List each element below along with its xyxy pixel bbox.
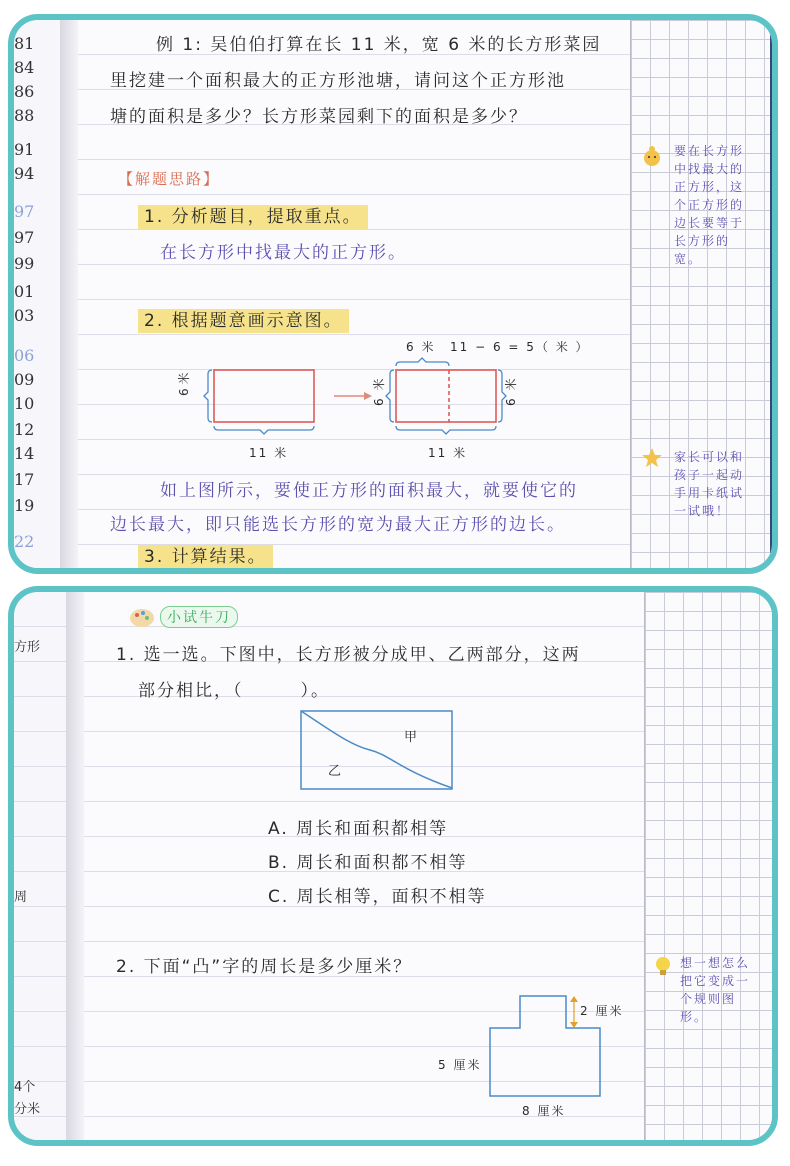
right-left-label: 6 米 <box>372 376 386 406</box>
split-rectangle <box>396 370 496 422</box>
book-gutter <box>66 592 84 1146</box>
page-number: 88 <box>14 106 35 125</box>
step3-heading: 3. 计算结果。 <box>138 545 273 569</box>
side-note-2: 家长可以和孩子一起动手用卡纸试一试哦！ <box>674 450 745 518</box>
page-number: 01 <box>14 282 35 301</box>
page-number: 17 <box>14 470 35 489</box>
problem-line-1: 例 1: 吴伯伯打算在长 11 米，宽 6 米的长方形菜园 <box>156 35 602 55</box>
palette-icon <box>128 606 158 630</box>
original-rectangle <box>214 370 314 422</box>
step2-heading: 2. 根据题意画示意图。 <box>138 309 349 333</box>
page-number: 14 <box>14 444 35 463</box>
star-mascot-icon <box>640 446 664 470</box>
step1-heading: 1. 分析题目，提取重点。 <box>138 205 368 229</box>
edge-text-bottom1: 4个 <box>14 1080 36 1095</box>
problem-line-2: 里挖建一个面积最大的正方形池塘，请问这个正方形池 <box>110 71 566 91</box>
page-number: 06 <box>14 346 35 365</box>
right-right-label: 6 米 <box>504 376 518 406</box>
bottom-width-label: 8 厘米 <box>522 1104 566 1118</box>
side-note-3: 想一想怎么把它变成一个规则图形。 <box>680 956 751 1024</box>
option-a[interactable]: A. 周长和面积都相等 <box>268 819 449 839</box>
dividing-curve <box>301 711 452 788</box>
page-number: 86 <box>14 82 35 101</box>
step1-text: 在长方形中找最大的正方形。 <box>160 243 407 263</box>
page-number: 99 <box>14 254 35 273</box>
part-jia-label: 甲 <box>404 730 420 745</box>
book-spine <box>770 20 778 574</box>
top-panel <box>8 14 778 574</box>
page-number: 12 <box>14 420 35 439</box>
explanation-line-1: 如上图所示，要使正方形的面积最大，就要使它的 <box>160 481 578 501</box>
option-c[interactable]: C. 周长相等，面积不相等 <box>268 887 487 907</box>
explanation-line-2: 边长最大，即只能选长方形的宽为最大正方形的边长。 <box>110 515 566 535</box>
left-page-edge <box>14 20 60 574</box>
edge-text-mid: 周 <box>14 890 28 905</box>
page-number: 97 <box>14 228 35 247</box>
side-note-1: 要在长方形中找最大的正方形，这个正方形的边长要等于长方形的宽。 <box>674 144 745 266</box>
left-side-label: 5 厘米 <box>438 1058 482 1072</box>
right-top-eq-label: 11 − 6 = 5（ 米 ） <box>450 340 590 354</box>
option-b[interactable]: B. 周长和面积都不相等 <box>268 853 468 873</box>
question-1-line-2: 部分相比，（ ）。 <box>138 681 330 701</box>
problem-line-3: 塘的面积是多少？长方形菜园剩下的面积是多少？ <box>110 107 528 127</box>
page-number: 94 <box>14 164 35 183</box>
left-height-label: 6 米 <box>177 372 191 396</box>
edge-text-bottom2: 分米 <box>14 1102 41 1117</box>
page-number: 19 <box>14 496 35 515</box>
lightbulb-icon <box>652 954 674 980</box>
page-number: 10 <box>14 394 35 413</box>
bottom-panel <box>8 586 778 1146</box>
edge-text-top: 方形 <box>14 640 41 655</box>
page-number: 22 <box>14 532 35 551</box>
left-page-edge <box>14 592 66 1146</box>
top-height-label: 2 厘米 <box>580 1004 624 1018</box>
page-number: 09 <box>14 370 35 389</box>
grid-margin <box>644 592 778 1140</box>
page-number: 81 <box>14 34 35 53</box>
page-number: 97 <box>14 202 35 221</box>
page-number: 84 <box>14 58 35 77</box>
page-number: 91 <box>14 140 35 159</box>
divided-rectangle-figure <box>300 710 454 794</box>
page-number: 03 <box>14 306 35 325</box>
practice-badge: 小试牛刀 <box>160 606 238 628</box>
right-bottom-label: 11 米 <box>428 446 468 460</box>
question-1-line-1: 1. 选一选。下图中，长方形被分成甲、乙两部分，这两 <box>116 645 581 665</box>
book-gutter <box>60 20 78 574</box>
mascot-icon <box>640 144 664 168</box>
right-top-left-label: 6 米 <box>406 340 436 354</box>
question-2: 2. 下面“凸”字的周长是多少厘米？ <box>116 957 413 977</box>
section-title: 【解题思路】 <box>118 170 221 188</box>
part-yi-label: 乙 <box>328 764 344 779</box>
left-width-label: 11 米 <box>249 446 289 460</box>
